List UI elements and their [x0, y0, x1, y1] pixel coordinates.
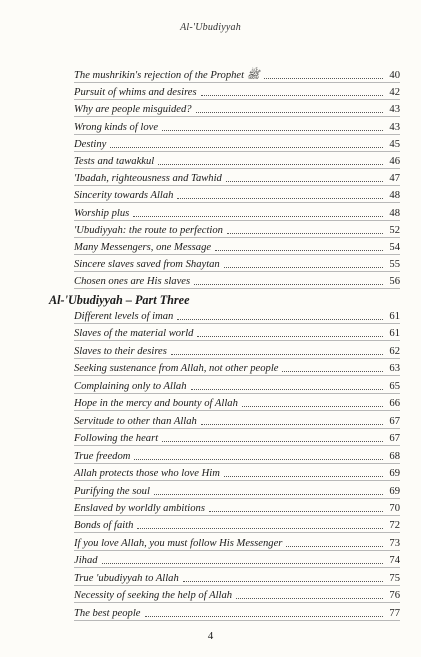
toc-entry-page: 54 — [389, 242, 400, 253]
toc-entry-page: 45 — [389, 138, 400, 150]
toc-entry-page: 74 — [389, 555, 400, 567]
toc-entry-title: Slaves of the material world — [74, 328, 194, 340]
toc-entry-title: True 'ubudiyyah to Allah — [74, 572, 179, 584]
toc-entry-title: The mushrikin's rejection of the Prophet ﷺ — [74, 70, 260, 81]
toc-entry-title: True freedom — [74, 450, 131, 462]
toc-entry — [74, 81, 400, 100]
toc-entry-title: Worship plus — [74, 207, 130, 219]
toc-entry — [74, 445, 400, 464]
toc-entry-title: Chosen ones are His slaves — [74, 276, 191, 288]
dot-leader — [133, 216, 383, 217]
toc-entry-page: 65 — [389, 380, 400, 392]
toc-entry-title: Allah protects those who love Him — [74, 468, 220, 480]
toc-entry — [74, 549, 400, 568]
dot-leader — [171, 354, 383, 355]
toc-entry — [74, 184, 400, 203]
toc-entry — [74, 567, 400, 586]
dot-leader — [282, 371, 383, 372]
section-heading: Al-'Ubudiyyah – Part Three — [49, 293, 190, 307]
toc-entry-title: 'Ubudiyyah: the route to perfection — [74, 224, 223, 236]
toc-entry — [74, 584, 400, 603]
toc-entry-title: Purifying the soul — [74, 485, 150, 497]
toc-entry — [74, 270, 400, 289]
toc-entry — [74, 462, 400, 481]
toc-entry — [74, 392, 400, 411]
dot-leader — [264, 78, 383, 79]
dot-leader — [209, 511, 383, 512]
dot-leader — [286, 546, 383, 547]
toc-entry-title: Wrong kinds of love — [74, 121, 159, 133]
toc-entry-page: 68 — [389, 450, 400, 462]
toc-entry-page: 48 — [389, 207, 400, 219]
dot-leader — [158, 164, 383, 165]
toc-entry — [74, 64, 400, 83]
toc-entry-title: Why are people misguided? — [74, 104, 192, 116]
toc-entry — [74, 357, 400, 376]
dot-leader — [134, 459, 383, 460]
toc-entry-page: 70 — [389, 502, 400, 514]
toc-entry-page: 47 — [389, 173, 400, 185]
toc-entry-page: 67 — [389, 415, 400, 427]
dot-leader — [197, 336, 383, 337]
dot-leader — [242, 406, 383, 407]
dot-leader — [154, 494, 383, 495]
dot-leader — [236, 598, 383, 599]
toc-entry-title: Pursuit of whims and desires — [74, 87, 197, 99]
toc-entry — [74, 602, 400, 621]
toc-entry-title: 'Ibadah, righteousness and Tawhid — [74, 173, 222, 185]
toc-entry-title: Servitude to other than Allah — [74, 415, 197, 427]
toc-entry-title: Different levels of iman — [74, 311, 174, 322]
dot-leader — [177, 319, 383, 320]
toc-entry-page: 40 — [389, 70, 400, 81]
toc-entry-page: 43 — [389, 121, 400, 133]
toc-entry — [74, 322, 400, 341]
toc-entry-title: Destiny — [74, 138, 107, 150]
toc-entry — [74, 236, 400, 255]
toc-entry-page: 77 — [389, 607, 400, 619]
dot-leader — [191, 389, 383, 390]
toc-entry-page: 61 — [389, 328, 400, 340]
toc-entry — [74, 514, 400, 533]
toc-entry-page: 76 — [389, 590, 400, 602]
toc-entry-page: 42 — [389, 87, 400, 99]
toc-entry — [74, 219, 400, 238]
toc-entry-page: 62 — [389, 345, 400, 357]
dot-leader — [162, 441, 383, 442]
dot-leader — [194, 284, 383, 285]
toc-entry — [74, 98, 400, 117]
toc-entry — [74, 410, 400, 429]
toc-entry-title: Tests and tawakkul — [74, 156, 155, 167]
toc-entry-page: 43 — [389, 104, 400, 116]
dot-leader — [183, 581, 383, 582]
toc-entry-page: 48 — [389, 190, 400, 202]
toc-entry-page: 63 — [389, 363, 400, 375]
toc-entry — [74, 427, 400, 446]
dot-leader — [215, 250, 383, 251]
toc-entry — [74, 480, 400, 499]
toc-entry-page: 66 — [389, 398, 400, 410]
toc-entry — [74, 202, 400, 221]
page-number: 4 — [207, 630, 214, 642]
toc-entry — [74, 340, 400, 359]
dot-leader — [177, 198, 383, 199]
toc-entry — [74, 253, 400, 272]
toc-entry-page: 52 — [389, 224, 400, 236]
running-head: Al-'Ubudiyyah — [180, 22, 241, 33]
toc-entry-title: Seeking sustenance from Allah, not other people — [74, 363, 279, 375]
toc-entry-page: 73 — [389, 537, 400, 549]
toc-entry-title: Sincerity towards Allah — [74, 190, 174, 202]
dot-leader — [224, 476, 383, 477]
toc-entry-title: The best people — [74, 607, 141, 619]
dot-leader — [137, 528, 383, 529]
dot-leader — [227, 233, 383, 234]
toc-entry-title: Jihad — [74, 555, 98, 567]
toc-entry-page: 69 — [389, 485, 400, 497]
toc-entry-title: Sincere slaves saved from Shaytan — [74, 259, 220, 271]
toc-entry-page: 75 — [389, 572, 400, 584]
toc-entry-title: Following the heart — [74, 433, 159, 445]
toc-entry-title: Enslaved by worldly ambitions — [74, 502, 205, 514]
toc-entry — [74, 133, 400, 152]
toc-entry-title: Hope in the mercy and bounty of Allah — [74, 398, 238, 410]
dot-leader — [201, 424, 383, 425]
toc-entry-title: Bonds of faith — [74, 520, 134, 532]
toc-entry-page: 67 — [389, 433, 400, 445]
toc-entry — [74, 150, 400, 169]
toc-entry — [74, 375, 400, 394]
toc-entry-page: 56 — [389, 276, 400, 288]
dot-leader — [226, 181, 383, 182]
toc-entry-page: 69 — [389, 468, 400, 480]
dot-leader — [110, 147, 383, 148]
dot-leader — [201, 95, 383, 96]
toc-entry-page: 55 — [389, 259, 400, 271]
toc-entry-title: Necessity of seeking the help of Allah — [74, 590, 233, 602]
toc-entry-title: Complaining only to Allah — [74, 380, 187, 392]
toc-entry-page: 72 — [389, 520, 400, 532]
toc-entry-page: 46 — [389, 156, 400, 167]
toc-entry-title: Many Messengers, one Message — [74, 242, 212, 253]
toc-entry-page: 61 — [389, 311, 400, 322]
toc-entry — [74, 497, 400, 516]
toc-entry — [74, 116, 400, 135]
dot-leader — [145, 616, 384, 617]
toc-entry — [74, 532, 400, 551]
dot-leader — [224, 267, 383, 268]
toc-entry — [74, 167, 400, 186]
dot-leader — [102, 563, 383, 564]
toc-entry-title: Slaves to their desires — [74, 345, 167, 357]
toc-entry-title: If you love Allah, you must follow His Messenger — [74, 537, 283, 549]
dot-leader — [196, 112, 383, 113]
dot-leader — [162, 130, 383, 131]
